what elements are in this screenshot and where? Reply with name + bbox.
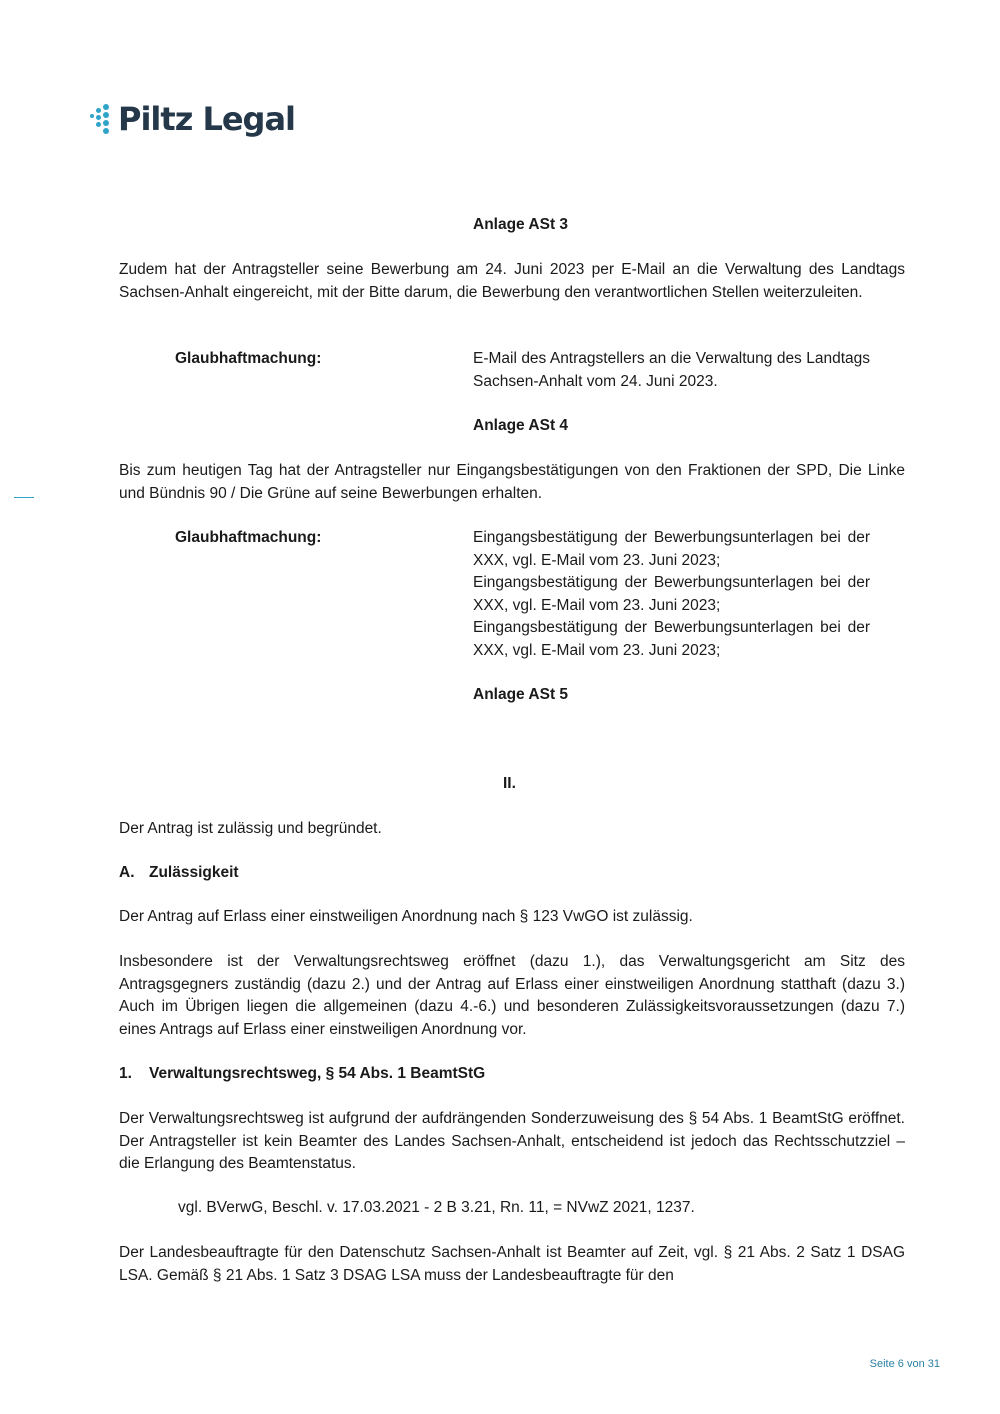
paragraph-intro: Der Antrag ist zulässig und begründet. [119, 820, 382, 837]
paragraph-confirmations: Bis zum heutigen Tag hat der Antragsteller nur Eingangsbestätigungen von den Fraktionen der SPD, Die Linke und Bündnis 90 / Die Grüne auf seine Bewerbungen erhalten. [119, 462, 905, 502]
section-number: II. [503, 775, 516, 792]
evidence-label: Glaubhaftmachung: [175, 350, 322, 367]
heading-number: 1. [119, 1065, 132, 1082]
evidence-item: Eingangsbestätigung der Bewerbungsunterlagen bei der XXX, vgl. E-Mail vom 23. Juni 2023; [473, 529, 870, 569]
margin-marker [14, 497, 34, 498]
logo-dots-icon [90, 102, 116, 136]
paragraph-legal-recourse: Der Verwaltungsrechtsweg ist aufgrund der aufdrängenden Sonderzuweisung des § 54 Abs. 1 BeamtStG eröffnet. Der Antragsteller ist kein Beamter des Landes Sachsen-Anhalt, entscheidend ist jedoch das Rechtsschutzziel – die Erlangung des Beamtenstatus. [119, 1110, 905, 1172]
logo-text: Piltz Legal [118, 100, 296, 138]
citation: vgl. BVerwG, Beschl. v. 17.03.2021 - 2 B 3.21, Rn. 11, = NVwZ 2021, 1237. [178, 1199, 695, 1216]
heading-legal-recourse [119, 1063, 485, 1086]
paragraph-overview: Insbesondere ist der Verwaltungsrechtsweg eröffnet (dazu 1.), das Verwaltungsgericht am Sitz des Antragsgegners zuständig (dazu 2.) und der Antrag auf Erlass einer einstweiligen Anordnung statthaft (dazu 3.) Auch im Übrigen liegen die allgemeinen (dazu 4.-6.) und besonderen Zulässigkeitsvoraussetzungen (dazu 7.) eines Antrags auf Erlass einer einstweiligen Anordnung vor. [119, 953, 905, 1038]
paragraph-commissioner: Der Landesbeauftragte für den Datenschutz Sachsen-Anhalt ist Beamter auf Zeit, vgl. § 21 Abs. 2 Satz 1 DSAG LSA. Gemäß § 21 Abs. 1 Satz 3 DSAG LSA muss der Landesbeauftragte für den [119, 1244, 905, 1284]
paragraph-admissible: Der Antrag auf Erlass einer einstweiligen Anordnung nach § 123 VwGO ist zulässig. [119, 908, 693, 925]
evidence-item: Eingangsbestätigung der Bewerbungsunterlagen bei der XXX, vgl. E-Mail vom 23. Juni 2023; [473, 574, 870, 614]
anlage-heading-4: Anlage ASt 4 [473, 417, 569, 434]
heading-text: Zulässigkeit [149, 864, 239, 881]
evidence-label: Glaubhaftmachung: [175, 529, 322, 546]
heading-number: A. [119, 864, 135, 881]
evidence-item: Eingangsbestätigung der Bewerbungsunterlagen bei der XXX, vgl. E-Mail vom 23. Juni 2023; [473, 619, 870, 659]
piltz-legal-logo [90, 100, 295, 138]
paragraph-application-email: Zudem hat der Antragsteller seine Bewerbung am 24. Juni 2023 per E-Mail an die Verwaltung des Landtags Sachsen-Anhalt eingereicht, mit der Bitte darum, die Bewerbung den verantwortlichen Stellen weiterzuleiten. [119, 261, 905, 301]
page-number: Seite 6 von 31 [869, 1358, 940, 1370]
evidence-text: E-Mail des Antragstellers an die Verwaltung des Landtags Sachsen-Anhalt vom 24. Juni 2023. [473, 350, 870, 390]
anlage-heading-5: Anlage ASt 5 [473, 686, 569, 703]
anlage-heading-3: Anlage ASt 3 [473, 216, 569, 233]
heading-admissibility [119, 862, 239, 885]
heading-text: Verwaltungsrechtsweg, § 54 Abs. 1 BeamtStG [149, 1065, 486, 1082]
